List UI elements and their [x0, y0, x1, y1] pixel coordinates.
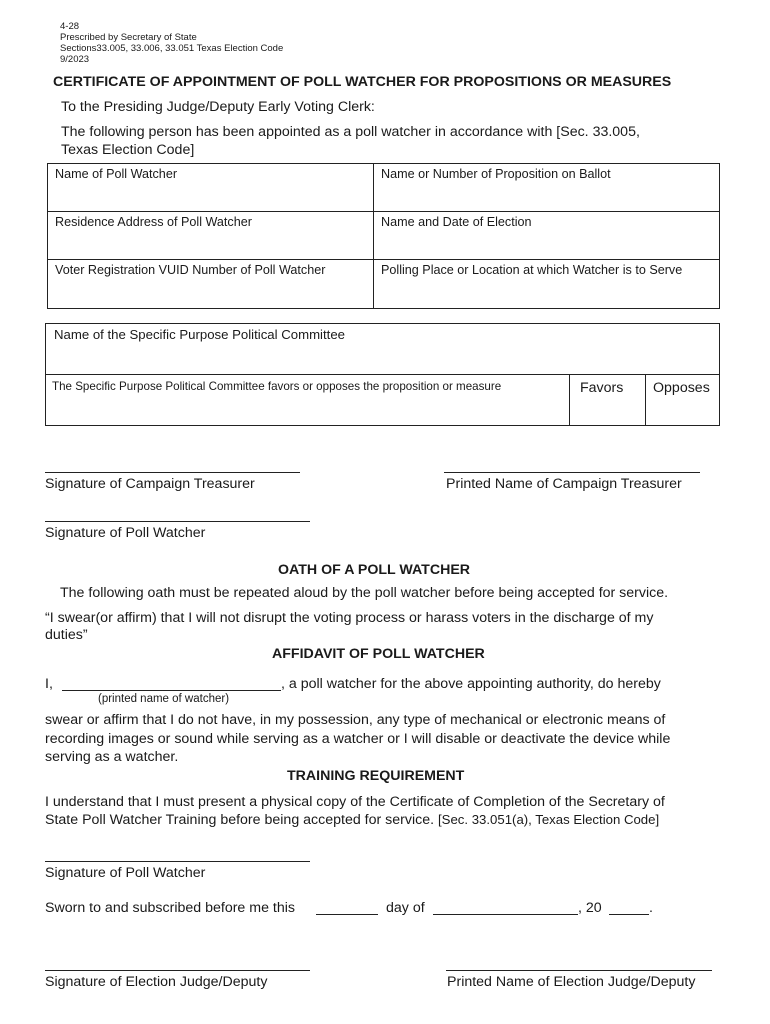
opposes-checkbox[interactable]: Opposes	[653, 380, 710, 396]
committee-name-field[interactable]: Name of the Specific Purpose Political Committee	[54, 327, 345, 342]
training-line-1: I understand that I must present a physical copy of the Certificate of Completion of the Secretary of	[45, 794, 665, 810]
poll-watcher-signature-line[interactable]	[45, 521, 310, 522]
intro-line-2: Texas Election Code]	[61, 142, 195, 158]
salutation: To the Presiding Judge/Deputy Early Voting Clerk:	[61, 99, 375, 115]
polling-place-field[interactable]: Polling Place or Location at which Watcher is to Serve	[381, 263, 683, 277]
election-judge-signature-line[interactable]	[45, 970, 310, 971]
poll-watcher-signature-label-2: Signature of Poll Watcher	[45, 865, 206, 881]
code-sections: Sections33.005, 33.006, 33.051 Texas Election Code	[60, 43, 284, 54]
oath-heading: OATH OF A POLL WATCHER	[278, 562, 471, 578]
favors-checkbox[interactable]: Favors	[580, 380, 624, 396]
election-judge-signature-label: Signature of Election Judge/Deputy	[45, 974, 268, 990]
sworn-month-input[interactable]	[433, 914, 578, 915]
table-column-divider	[645, 374, 646, 426]
name-of-poll-watcher-field[interactable]: Name of Poll Watcher	[55, 167, 178, 181]
printed-campaign-treasurer-line[interactable]	[444, 472, 700, 473]
watcher-printed-name-input[interactable]	[62, 690, 281, 691]
table-row-divider	[47, 259, 720, 260]
sworn-day-input[interactable]	[316, 914, 378, 915]
oath-line-1: The following oath must be repeated aloud by the poll watcher before being accepted for service.	[60, 585, 669, 601]
form-date: 9/2023	[60, 54, 90, 65]
affidavit-heading: AFFIDAVIT OF POLL WATCHER	[272, 646, 485, 662]
printed-campaign-treasurer-label: Printed Name of Campaign Treasurer	[446, 476, 682, 492]
table-column-divider	[569, 374, 570, 426]
printed-election-judge-label: Printed Name of Election Judge/Deputy	[447, 974, 696, 990]
affidavit-prefix: I,	[45, 676, 53, 692]
form-number: 4-28	[60, 21, 80, 32]
table-column-divider	[373, 163, 374, 309]
prescribed-by: Prescribed by Secretary of State	[60, 32, 197, 43]
residence-address-field[interactable]: Residence Address of Poll Watcher	[55, 215, 252, 229]
training-line-2	[45, 812, 659, 828]
campaign-treasurer-signature-line[interactable]	[45, 472, 300, 473]
sworn-part-3: , 20	[578, 900, 602, 916]
training-heading: TRAINING REQUIREMENT	[287, 768, 465, 784]
election-name-date-field[interactable]: Name and Date of Election	[381, 215, 532, 229]
sworn-part-1: Sworn to and subscribed before me this	[45, 900, 295, 916]
table-row-divider	[45, 374, 720, 375]
page-title: CERTIFICATE OF APPOINTMENT OF POLL WATCHER FOR PROPOSITIONS OR MEASURES	[53, 74, 672, 90]
vuid-number-field[interactable]: Voter Registration VUID Number of Poll Watcher	[55, 263, 326, 277]
campaign-treasurer-signature-label: Signature of Campaign Treasurer	[45, 476, 255, 492]
oath-line-2: “I swear(or affirm) that I will not disrupt the voting process or harass voters in the discharge of my	[45, 610, 654, 626]
printed-election-judge-line[interactable]	[446, 970, 712, 971]
favors-opposes-label: The Specific Purpose Political Committee favors or opposes the proposition or measure	[52, 380, 502, 393]
affidavit-suffix: , a poll watcher for the above appointing authority, do hereby	[281, 676, 661, 692]
affidavit-line-2: swear or affirm that I do not have, in my possession, any type of mechanical or electronic means of	[45, 712, 666, 728]
poll-watcher-signature-line-2[interactable]	[45, 861, 310, 862]
sworn-part-4: .	[649, 900, 653, 916]
training-citation: [Sec. 33.051(a), Texas Election Code]	[438, 812, 660, 827]
affidavit-line-4: serving as a watcher.	[45, 749, 179, 765]
poll-watcher-signature-label: Signature of Poll Watcher	[45, 525, 206, 541]
proposition-name-field[interactable]: Name or Number of Proposition on Ballot	[381, 167, 611, 181]
sworn-year-input[interactable]	[609, 914, 649, 915]
watcher-info-table	[47, 163, 720, 309]
affidavit-line-3: recording images or sound while serving as a watcher or I will disable or deactivate the device while	[45, 731, 671, 747]
oath-line-3: duties”	[45, 627, 88, 643]
training-line-2-text: State Poll Watcher Training before being accepted for service.	[45, 812, 435, 828]
printed-name-caption: (printed name of watcher)	[98, 693, 230, 705]
table-row-divider	[47, 211, 720, 212]
intro-line-1: The following person has been appointed as a poll watcher in accordance with [Sec. 33.005,	[61, 124, 640, 140]
sworn-part-2: day of	[386, 900, 425, 916]
